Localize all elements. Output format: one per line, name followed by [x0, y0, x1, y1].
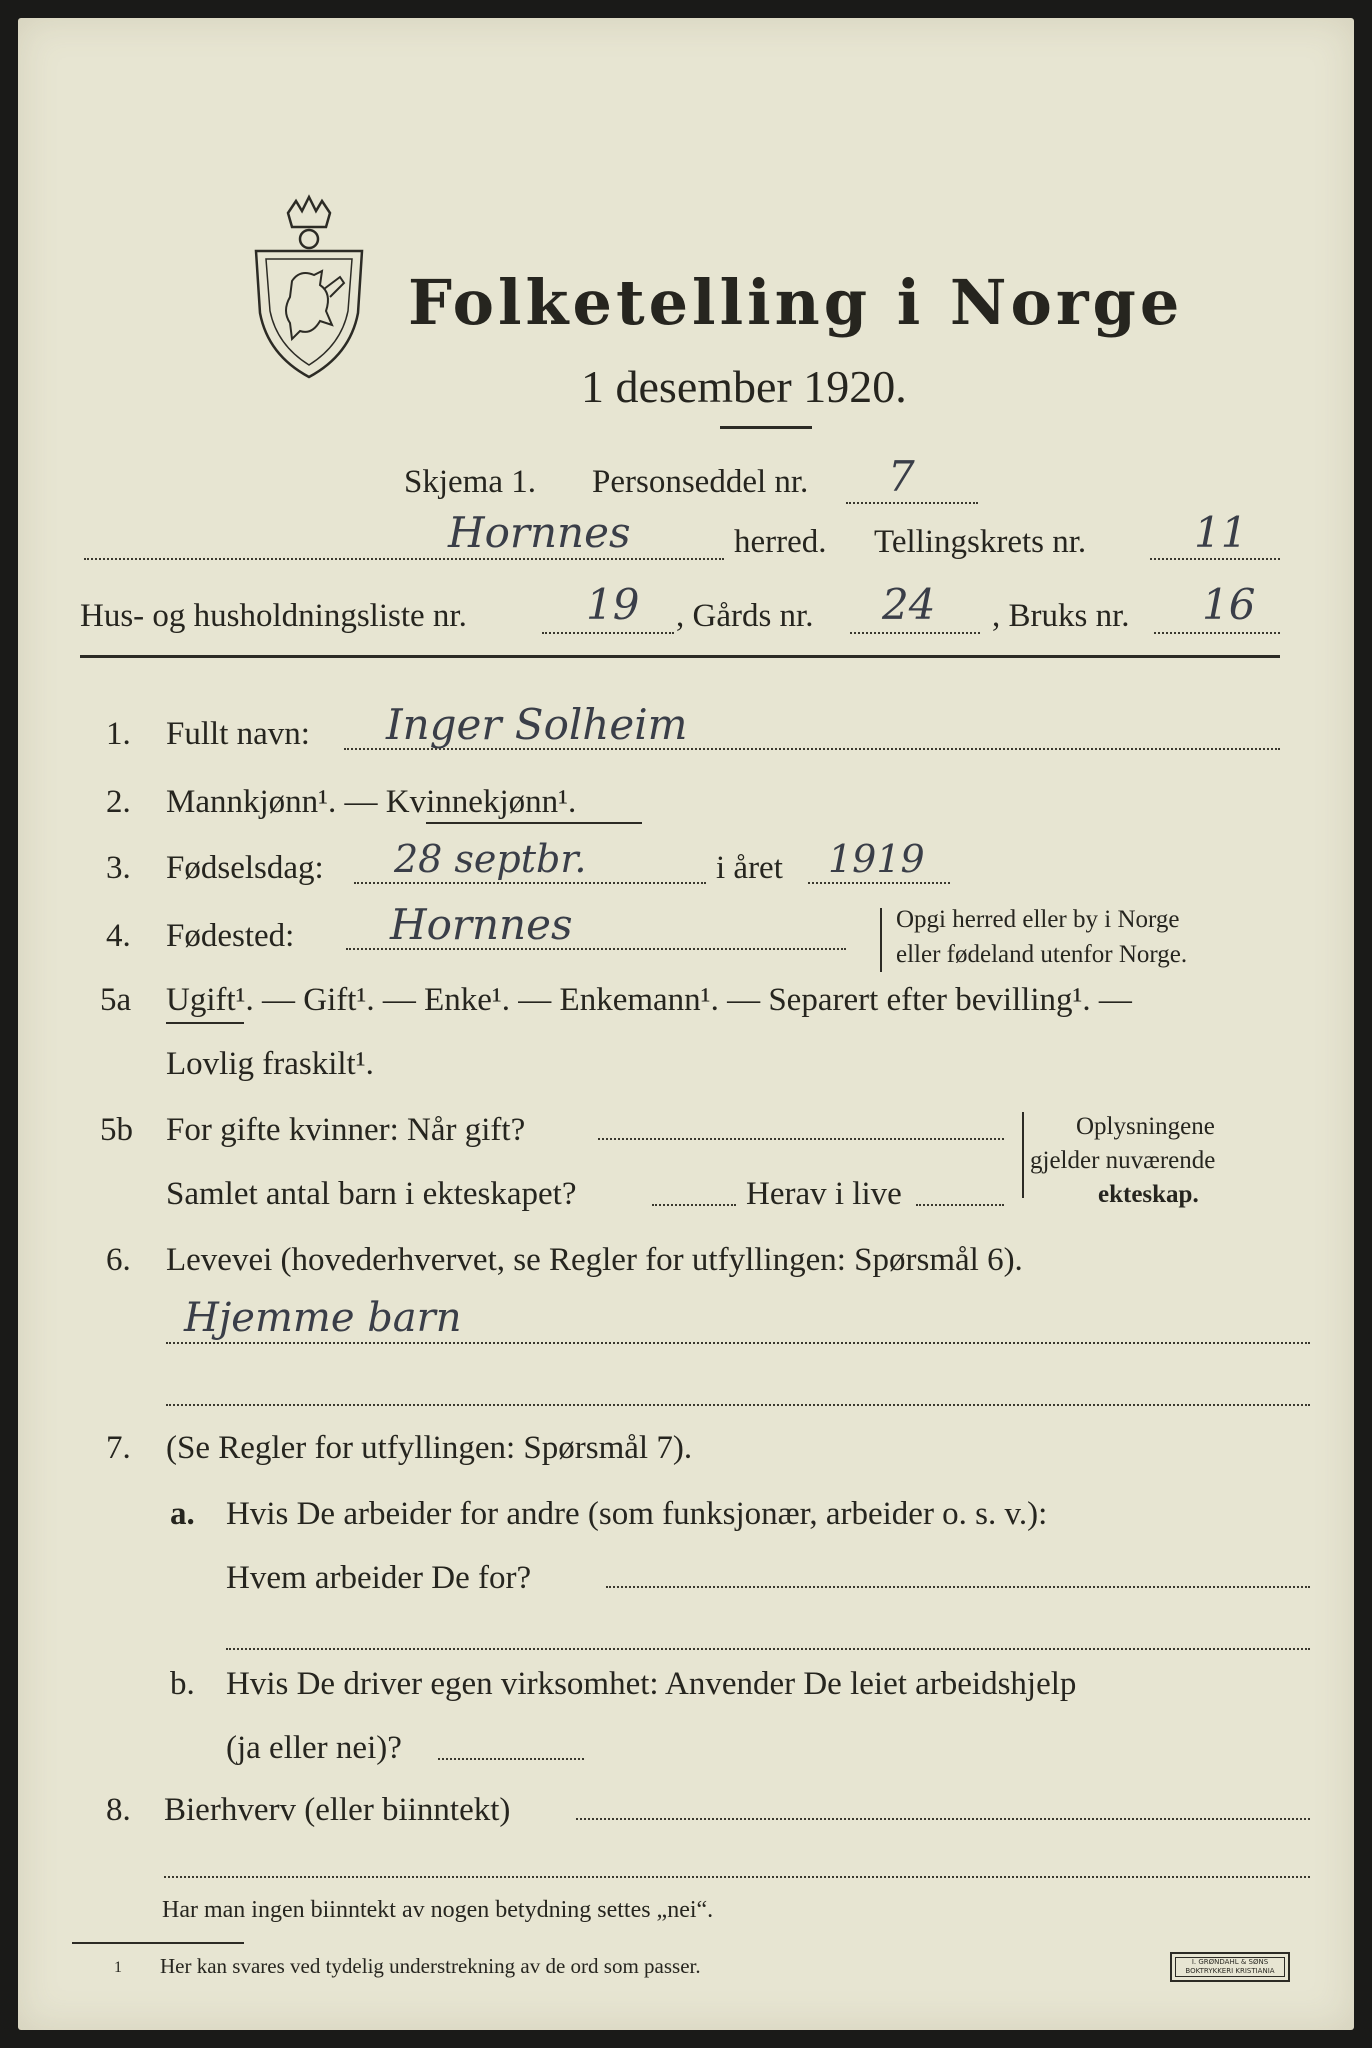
q7a-letter: a. — [170, 1496, 195, 1532]
q7a-line2: Hvem arbeider De for? — [226, 1560, 532, 1596]
herred-value: Hornnes — [448, 508, 631, 557]
q5b-children-line — [652, 1204, 736, 1206]
bruks-value: 16 — [1202, 580, 1256, 629]
personseddel-line — [846, 502, 978, 504]
q4-number: 4. — [106, 918, 131, 954]
coat-of-arms-icon — [240, 193, 378, 383]
q5a-number: 5a — [100, 982, 132, 1018]
q3-number: 3. — [106, 850, 131, 886]
q4-note-line2: eller fødeland utenfor Norge. — [896, 941, 1188, 968]
gards-label: , Gårds nr. — [676, 598, 814, 634]
q5b-note-line1: Oplysningene — [1076, 1113, 1215, 1140]
q3-line — [354, 882, 706, 884]
q6-line2 — [166, 1404, 1310, 1406]
q3-year-line — [808, 882, 950, 884]
q5a-line1: Ugift¹. — Gift¹. — Enke¹. — Enkemann¹. — Separert efter bevilling¹. — — [166, 982, 1132, 1018]
herred-line — [84, 558, 724, 560]
form-date: 1 desember 1920. — [581, 361, 907, 412]
title-divider — [720, 426, 812, 429]
header-rule — [80, 655, 1280, 658]
q8-line-extra — [164, 1876, 1310, 1878]
q1-number: 1. — [106, 716, 131, 752]
q2-underline — [426, 822, 642, 824]
tellingskrets-value: 11 — [1194, 508, 1248, 557]
q3-year-value: 1919 — [828, 837, 925, 881]
footer-note: Har man ingen biinntekt av nogen betydning settes „nei“. — [162, 1897, 714, 1923]
schema-label: Skjema 1. — [404, 464, 536, 500]
q2-number: 2. — [106, 784, 131, 820]
q8-label: Bierhverv (eller biinntekt) — [164, 1792, 511, 1828]
q7b-line2: (ja eller nei)? — [226, 1730, 402, 1766]
q5a-underline — [166, 1022, 244, 1024]
census-form-page — [18, 18, 1354, 2030]
q7-label: (Se Regler for utfyllingen: Spørsmål 7). — [166, 1430, 693, 1466]
q4-brace — [880, 908, 890, 972]
q6-value: Hjemme barn — [184, 1295, 462, 1341]
printer-stamp-text: I. GRØNDAHL & SØNS BOKTRYKKERI KRISTIANIA — [1175, 1957, 1285, 1977]
q3-value: 28 septbr. — [394, 837, 587, 881]
q3-label: Fødselsdag: — [166, 850, 324, 886]
q1-label: Fullt navn: — [166, 716, 310, 752]
q4-note-line1: Opgi herred eller by i Norge — [896, 906, 1180, 933]
q3-year-label: i året — [716, 850, 783, 886]
q6-line1 — [166, 1342, 1310, 1344]
q7a-line1: Hvis De arbeider for andre (som funksjonær, arbeider o. s. v.): — [226, 1496, 1048, 1532]
hus-label: Hus- og husholdningsliste nr. — [80, 598, 467, 634]
q4-value: Hornnes — [390, 900, 573, 949]
q7b-letter: b. — [170, 1666, 195, 1702]
q5b-married-line — [598, 1138, 1004, 1140]
q5b-line2a: Samlet antal barn i ekteskapet? — [166, 1176, 577, 1212]
q5b-note-line2: gjelder nuværende — [1030, 1147, 1216, 1174]
q5b-number: 5b — [100, 1112, 133, 1148]
tellingskrets-line — [1150, 558, 1280, 560]
q2-text: Mannkjønn¹. — Kvinnekjønn¹. — [166, 784, 577, 820]
gards-line — [850, 632, 980, 634]
personseddel-label: Personseddel nr. — [592, 464, 809, 500]
q5a-line2: Lovlig fraskilt¹. — [166, 1046, 374, 1082]
q8-line — [576, 1818, 1310, 1820]
hus-value: 19 — [586, 580, 640, 629]
bruks-label: , Bruks nr. — [992, 598, 1130, 634]
q5b-note-line3: ekteskap. — [1098, 1181, 1199, 1208]
q1-value: Inger Solheim — [386, 700, 688, 749]
footnote-text: Her kan svares ved tydelig understrekning av de ord som passer. — [160, 1954, 701, 1978]
personseddel-value: 7 — [888, 452, 915, 501]
q6-label: Levevei (hovederhvervet, se Regler for utfyllingen: Spørsmål 6). — [166, 1242, 1023, 1278]
footnote-mark: 1 — [114, 1959, 122, 1976]
q5b-line1: For gifte kvinner: Når gift? — [166, 1112, 526, 1148]
q7-number: 7. — [106, 1430, 131, 1466]
q5b-line2b: Herav i live — [746, 1176, 902, 1212]
q4-label: Fødested: — [166, 918, 295, 954]
q5b-alive-line — [916, 1204, 1004, 1206]
q7a-line-extra — [226, 1648, 1310, 1650]
form-title: Folketelling i Norge — [408, 266, 1184, 339]
herred-label: herred. — [734, 524, 827, 560]
q7b-line1: Hvis De driver egen virksomhet: Anvender De leiet arbeidshjelp — [226, 1666, 1077, 1702]
footnote-rule — [72, 1942, 244, 1944]
q7a-line — [606, 1586, 1310, 1588]
printer-stamp — [1170, 1952, 1290, 1982]
gards-value: 24 — [882, 580, 936, 629]
q7b-line — [438, 1758, 584, 1760]
tellingskrets-label: Tellingskrets nr. — [874, 524, 1087, 560]
hus-line — [542, 632, 674, 634]
bruks-line — [1154, 632, 1280, 634]
q8-number: 8. — [106, 1792, 131, 1828]
q6-number: 6. — [106, 1242, 131, 1278]
